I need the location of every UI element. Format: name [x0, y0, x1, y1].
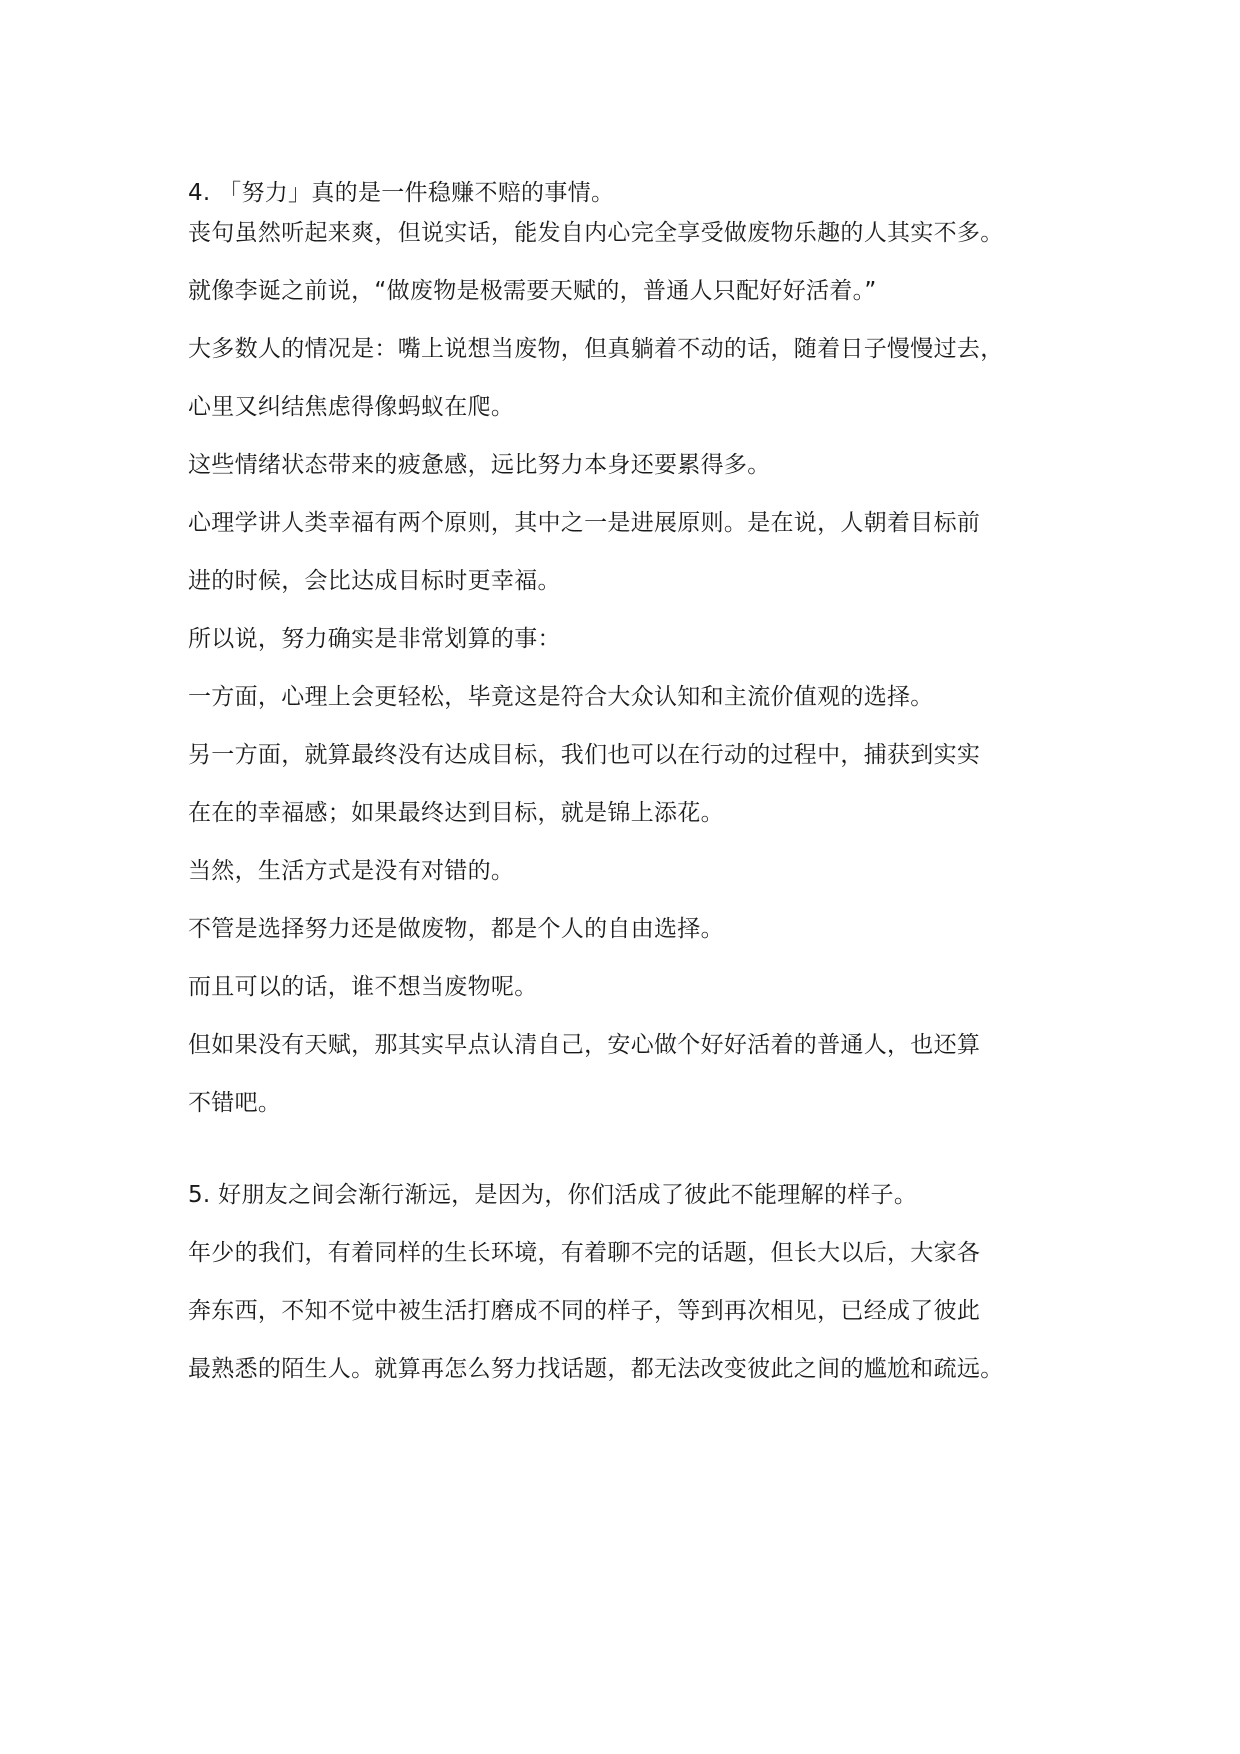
paragraph-line: 最熟悉的陌生人。就算再怎么努力找话题，都无法改变彼此之间的尴尬和疏远。 — [188, 1356, 1004, 1382]
paragraph-line: 不管是选择努力还是做废物，都是个人的自由选择。 — [188, 916, 724, 942]
paragraph-line: 这些情绪状态带来的疲惫感，远比努力本身还要累得多。 — [188, 452, 771, 478]
paragraph-line: 就像李诞之前说，“做废物是极需要天赋的，普通人只配好好活着。” — [188, 278, 877, 304]
section-5-heading: 5. 好朋友之间会渐行渐远，是因为，你们活成了彼此不能理解的样子。 — [188, 1182, 918, 1208]
paragraph-line: 大多数人的情况是：嘴上说想当废物，但真躺着不动的话，随着日子慢慢过去， — [188, 336, 1004, 362]
paragraph-line: 而且可以的话，谁不想当废物呢。 — [188, 974, 538, 1000]
paragraph-line: 年少的我们，有着同样的生长环境，有着聊不完的话题，但长大以后，大家各 — [188, 1240, 981, 1266]
paragraph-line: 但如果没有天赋，那其实早点认清自己，安心做个好好活着的普通人，也还算 — [188, 1032, 981, 1058]
paragraph-line: 心理学讲人类幸福有两个原则，其中之一是进展原则。是在说，人朝着目标前 — [188, 510, 981, 536]
paragraph-line: 丧句虽然听起来爽，但说实话，能发自内心完全享受做废物乐趣的人其实不多。 — [188, 220, 1004, 246]
paragraph-line: 另一方面，就算最终没有达成目标，我们也可以在行动的过程中，捕获到实实 — [188, 742, 981, 768]
paragraph-line: 一方面，心理上会更轻松，毕竟这是符合大众认知和主流价值观的选择。 — [188, 684, 934, 710]
paragraph-line: 心里又纠结焦虑得像蚂蚁在爬。 — [188, 394, 515, 420]
section-4-heading: 4. 「努力」真的是一件稳赚不赔的事情。 — [188, 180, 615, 206]
paragraph-line: 奔东西，不知不觉中被生活打磨成不同的样子，等到再次相见，已经成了彼此 — [188, 1298, 981, 1324]
paragraph-line: 当然，生活方式是没有对错的。 — [188, 858, 515, 884]
paragraph-line: 不错吧。 — [188, 1090, 282, 1116]
paragraph-line: 进的时候，会比达成目标时更幸福。 — [188, 568, 561, 594]
paragraph-line: 在在的幸福感；如果最终达到目标，就是锦上添花。 — [188, 800, 724, 826]
paragraph-line: 所以说，努力确实是非常划算的事： — [188, 626, 561, 652]
